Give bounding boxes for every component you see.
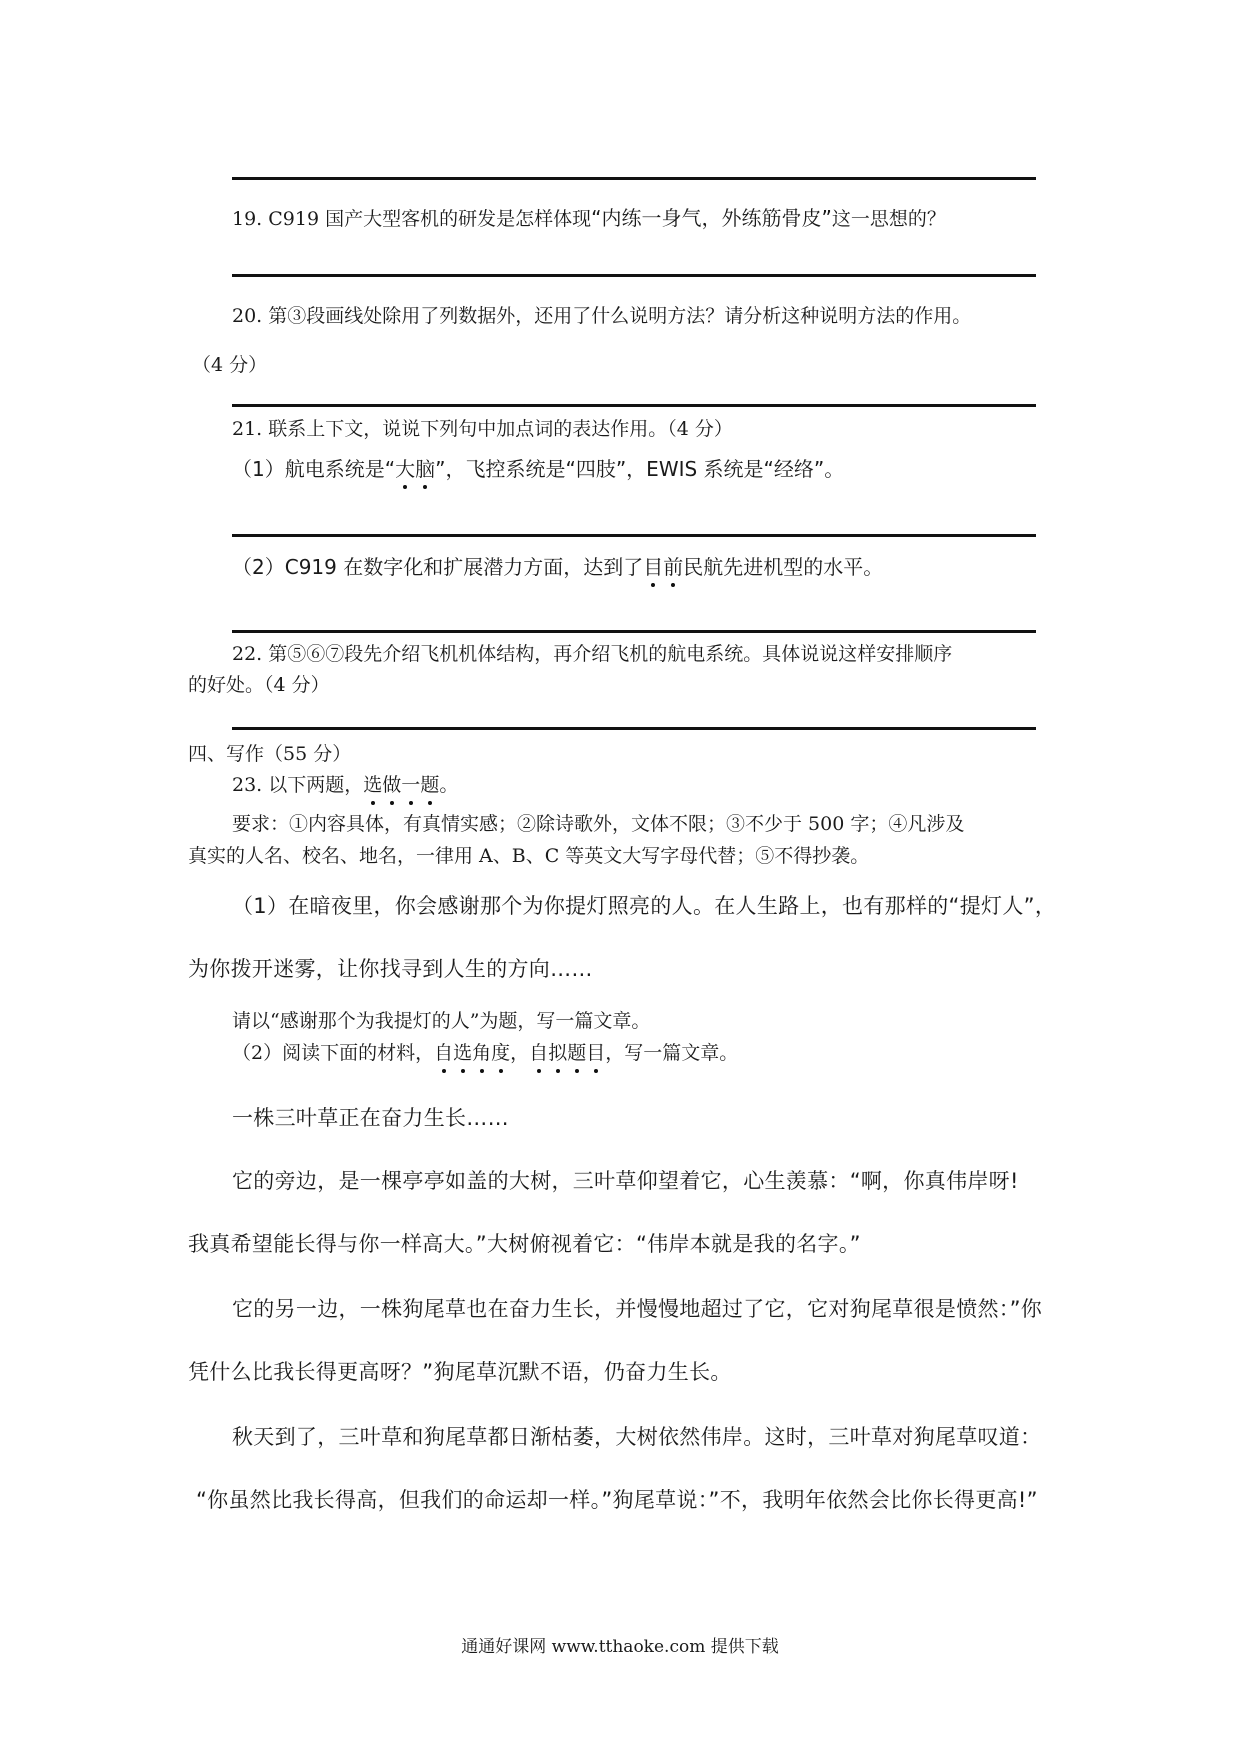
question-22-cont: 的好处。（4 分） — [188, 674, 330, 696]
answer-line — [232, 404, 1036, 407]
question-21-sentence-1 — [232, 456, 844, 482]
p2-text: ，写一篇文章。 — [605, 1042, 739, 1064]
q21-s1-text: ”，飞控系统是“四肢”，EWIS 系统是“经络”。 — [435, 457, 845, 481]
dotted-char: 脑 — [415, 457, 436, 481]
dotted-char: 目 — [643, 555, 664, 579]
dotted-char: 角 — [472, 1042, 492, 1064]
p2-text: （2）阅读下面的材料， — [232, 1042, 435, 1064]
dotted-char: 大 — [395, 457, 416, 481]
page-footer: 通通好课网 www.tthaoke.com 提供下载 — [461, 1637, 779, 1657]
dotted-char: 前 — [663, 555, 684, 579]
q21-s2-text: 民航先进机型的水平。 — [683, 555, 884, 579]
requirements-line-2: 真实的人名、校名、地名，一律用 A、B、C 等英文大写字母代替；⑤不得抄袭。 — [188, 845, 870, 867]
q19-prefix: 19. C919 国产大型客机的研发是怎样体现 — [232, 208, 592, 230]
dotted-char: 题 — [567, 1042, 587, 1064]
section-writing-title: 四、写作（55 分） — [188, 743, 352, 765]
answer-line — [232, 727, 1036, 730]
question-19 — [232, 205, 946, 232]
dotted-char: 做 — [382, 774, 402, 796]
answer-line — [232, 534, 1036, 537]
dotted-char: 自 — [529, 1042, 549, 1064]
p2-text: ， — [510, 1042, 530, 1064]
q21-s1-text: （1）航电系统是“ — [232, 457, 396, 481]
material-paragraph-4-line-2: “你虽然比我长得高，但我们的命运却一样。”狗尾草说：”不，我明年依然会比你长得更高!” — [196, 1488, 1038, 1512]
question-23 — [232, 772, 458, 798]
dotted-char: 选 — [363, 774, 383, 796]
material-paragraph-2-line-2: 我真希望能长得与你一样高大。”大树俯视着它：“伟岸本就是我的名字。” — [188, 1232, 861, 1256]
material-paragraph-3-line-1: 它的另一边，一株狗尾草也在奋力生长，并慢慢地超过了它，它对狗尾草很是愤然：”你 — [232, 1297, 1043, 1321]
material-paragraph-1: 一株三叶草正在奋力生长…… — [232, 1106, 509, 1130]
dotted-char: 题 — [420, 774, 440, 796]
q23-text: 23. 以下两题， — [232, 774, 364, 796]
material-paragraph-3-line-2: 凭什么比我长得更高呀？”狗尾草沉默不语，仍奋力生长。 — [188, 1360, 732, 1384]
prompt-1-line-2: 为你拨开迷雾，让你找寻到人生的方向…… — [188, 957, 593, 981]
question-22: 22. 第⑤⑥⑦段先介绍飞机机体结构，再介绍飞机的航电系统。具体说说这样安排顺序 — [232, 643, 953, 665]
answer-line — [232, 177, 1036, 180]
dotted-char: 自 — [434, 1042, 454, 1064]
dotted-char: 一 — [401, 774, 421, 796]
q19-quote: “内练一身气，外练筋骨皮” — [591, 206, 832, 230]
material-paragraph-4-line-1: 秋天到了，三叶草和狗尾草都日渐枯萎，大树依然伟岸。这时，三叶草对狗尾草叹道： — [232, 1425, 1042, 1449]
question-21-sentence-2 — [232, 554, 883, 580]
requirements-line-1: 要求：①内容具体，有真情实感；②除诗歌外，文体不限；③不少于 500 字；④凡涉及 — [232, 813, 965, 835]
material-paragraph-2-line-1: 它的旁边，是一棵亭亭如盖的大树，三叶草仰望着它，心生羡慕：“啊，你真伟岸呀! — [232, 1169, 1019, 1193]
dotted-char: 拟 — [548, 1042, 568, 1064]
question-21-title: 21. 联系上下文，说说下列句中加点词的表达作用。（4 分） — [232, 418, 733, 440]
q21-s2-text: （2）C919 在数字化和扩展潜力方面，达到了 — [232, 555, 644, 579]
q19-suffix: 这一思想的？ — [831, 208, 946, 230]
question-20-points: （4 分） — [192, 354, 268, 376]
answer-line — [232, 274, 1036, 277]
q23-text: 。 — [439, 774, 459, 796]
answer-line — [232, 630, 1036, 633]
question-20: 20. 第③段画线处除用了列数据外，还用了什么说明方法？请分析这种说明方法的作用。 — [232, 305, 972, 327]
prompt-1-task: 请以“感谢那个为我提灯的人”为题，写一篇文章。 — [232, 1010, 651, 1032]
prompt-2 — [232, 1040, 738, 1066]
prompt-1-line-1: （1）在暗夜里，你会感谢那个为你提灯照亮的人。在人生路上，也有那样的“提灯人”， — [232, 894, 1057, 918]
dotted-char: 选 — [453, 1042, 473, 1064]
dotted-char: 目 — [586, 1042, 606, 1064]
dotted-char: 度 — [491, 1042, 511, 1064]
